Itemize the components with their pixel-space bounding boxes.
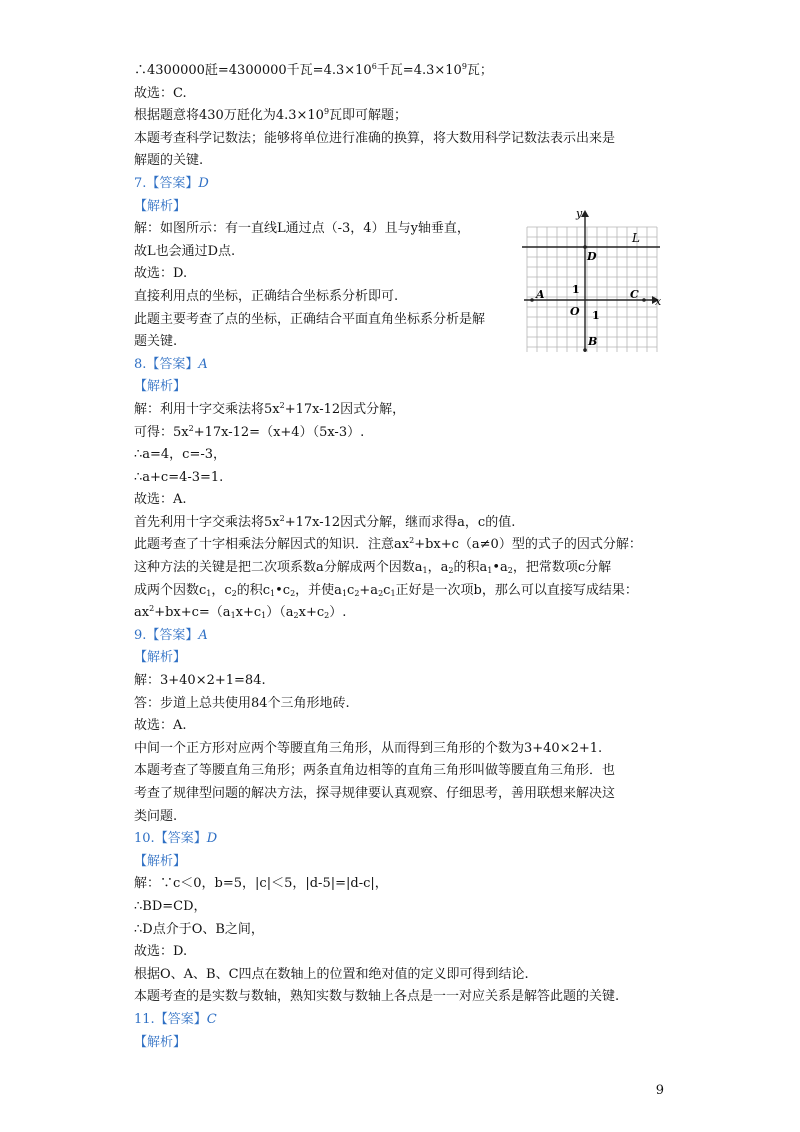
text-line: 本题考查科学记数法；能够将单位进行准确的换算，将大数用科学记数法表示出来是 — [134, 130, 616, 146]
text-line: 本题考查了等腰直角三角形；两条直角边相等的直角三角形叫做等腰直角三角形．也 — [134, 763, 616, 779]
point-A — [530, 298, 534, 302]
answer-heading-7: 7.【答案】D — [134, 175, 209, 191]
text-line: 直接利用点的坐标，正确结合坐标系分析即可. — [134, 288, 399, 304]
text-line: 首先利用十字交乘法将$5x^2+17x-12$因式分解，继而求得a，c的值. — [134, 513, 516, 530]
text-line: 故选：A. — [134, 492, 187, 508]
text-line: 本题考查的是实数与数轴，熟知实数与数轴上各点是一一对应关系是解答此题的关键. — [134, 989, 620, 1005]
label-B: B — [588, 335, 598, 348]
label-O: O — [570, 305, 580, 318]
answer-heading-10: 10.【答案】D — [134, 831, 218, 847]
text-line: ∴BD=CD， — [134, 898, 207, 914]
text-line: 根据题意将430万瓩化为$4.3\times 10^9$瓦即可解题； — [134, 107, 408, 124]
text-line: 这种方法的关键是把二次项系数a分解成两个因数$a_1$，$a_2$的积$a_1•a_2$，把常数项c分解 — [134, 560, 612, 576]
label-D: D — [587, 250, 597, 263]
text-line: 解：利用十字交乘法将$5x^2+17x-12$因式分解， — [134, 400, 406, 417]
analysis-heading-9: 【解析】 — [134, 650, 187, 666]
answer-heading-8: 8.【答案】A — [134, 356, 208, 372]
text-line: 故选：D. — [134, 944, 188, 960]
point-B — [583, 348, 587, 352]
text-line: 可得：$5x^2+17x-12=(x+4)(5x-3)$. — [134, 423, 365, 440]
text-line: 类问题. — [134, 808, 178, 824]
text-line: 考查了规律型问题的解决方法，探寻规律要认真观察、仔细思考，善用联想来解决这 — [134, 786, 616, 801]
label-one-y: 1 — [572, 283, 580, 296]
text-line: 此题主要考查了点的坐标，正确结合平面直角坐标系分析是解 — [134, 311, 486, 327]
analysis-heading-8: 【解析】 — [134, 379, 187, 395]
text-line: $ax^2+bx+c=(a_1x+c_1)(a_2x+c_2)$. — [134, 604, 347, 621]
text-line: 故选：D. — [134, 266, 188, 282]
text-line: ∴a+c=4-3=1. — [134, 469, 224, 485]
page-number: 9 — [655, 1083, 664, 1098]
text-line: ∴D点介于O、B之间， — [134, 921, 264, 937]
text-line: ∴a=4，c=-3， — [134, 447, 227, 463]
answer-heading-11: 11.【答案】C — [134, 1011, 217, 1027]
point-D — [583, 245, 587, 249]
analysis-heading-10: 【解析】 — [134, 853, 187, 869]
text-line: 题关键. — [134, 334, 178, 350]
text-line: 解：如图所示：有一直线L通过点（-3，4）且与y轴垂直， — [134, 221, 470, 237]
text-line: 根据O、A、B、C四点在数轴上的位置和绝对值的定义即可得到结论. — [134, 966, 529, 982]
label-L: L — [632, 231, 640, 245]
analysis-heading-7: 【解析】 — [134, 198, 187, 214]
text-line: 解：∵c＜0，b=5，|c|＜5，|d-5|=|d-c|， — [134, 876, 388, 892]
label-C: C — [630, 288, 639, 301]
text-line: 解题的关键. — [134, 153, 204, 169]
text-line: 中间一个正方形对应两个等腰直角三角形，从而得到三角形的个数为3+40×2+1. — [134, 740, 603, 756]
coordinate-grid-figure — [522, 207, 662, 355]
text-line: 解：3+40×2+1=84. — [134, 673, 266, 689]
point-C — [642, 298, 646, 302]
y-axis-label: y — [576, 207, 583, 220]
label-A: A — [536, 288, 545, 301]
x-axis-label: x — [655, 295, 662, 308]
text-line: 此题考查了十字相乘法分解因式的知识．注意$ax^2+bx+c(a\ne 0)$型的式子的因式分解： — [134, 536, 642, 553]
text-line: 成两个因数$c_1$，$c_2$的积$c_1•c_2$，并使$a_1c_2+a_2c_1$正好是一次项b，那么可以直接写成结果： — [134, 582, 638, 598]
text-line: 故选：A. — [134, 718, 187, 734]
text-line: 故L也会通过D点. — [134, 243, 236, 259]
text-line: ∴4300000瓩=4300000千瓦$=4.3\times 10^6$千瓦$=4.3\times 10^9$瓦； — [134, 62, 493, 78]
text-line: 答：步道上总共使用84个三角形地砖. — [134, 695, 350, 711]
answer-heading-9: 9.【答案】A — [134, 627, 208, 643]
analysis-heading-11: 【解析】 — [134, 1034, 187, 1050]
text-line: 故选：C. — [134, 85, 187, 101]
label-one-x: 1 — [592, 309, 600, 322]
